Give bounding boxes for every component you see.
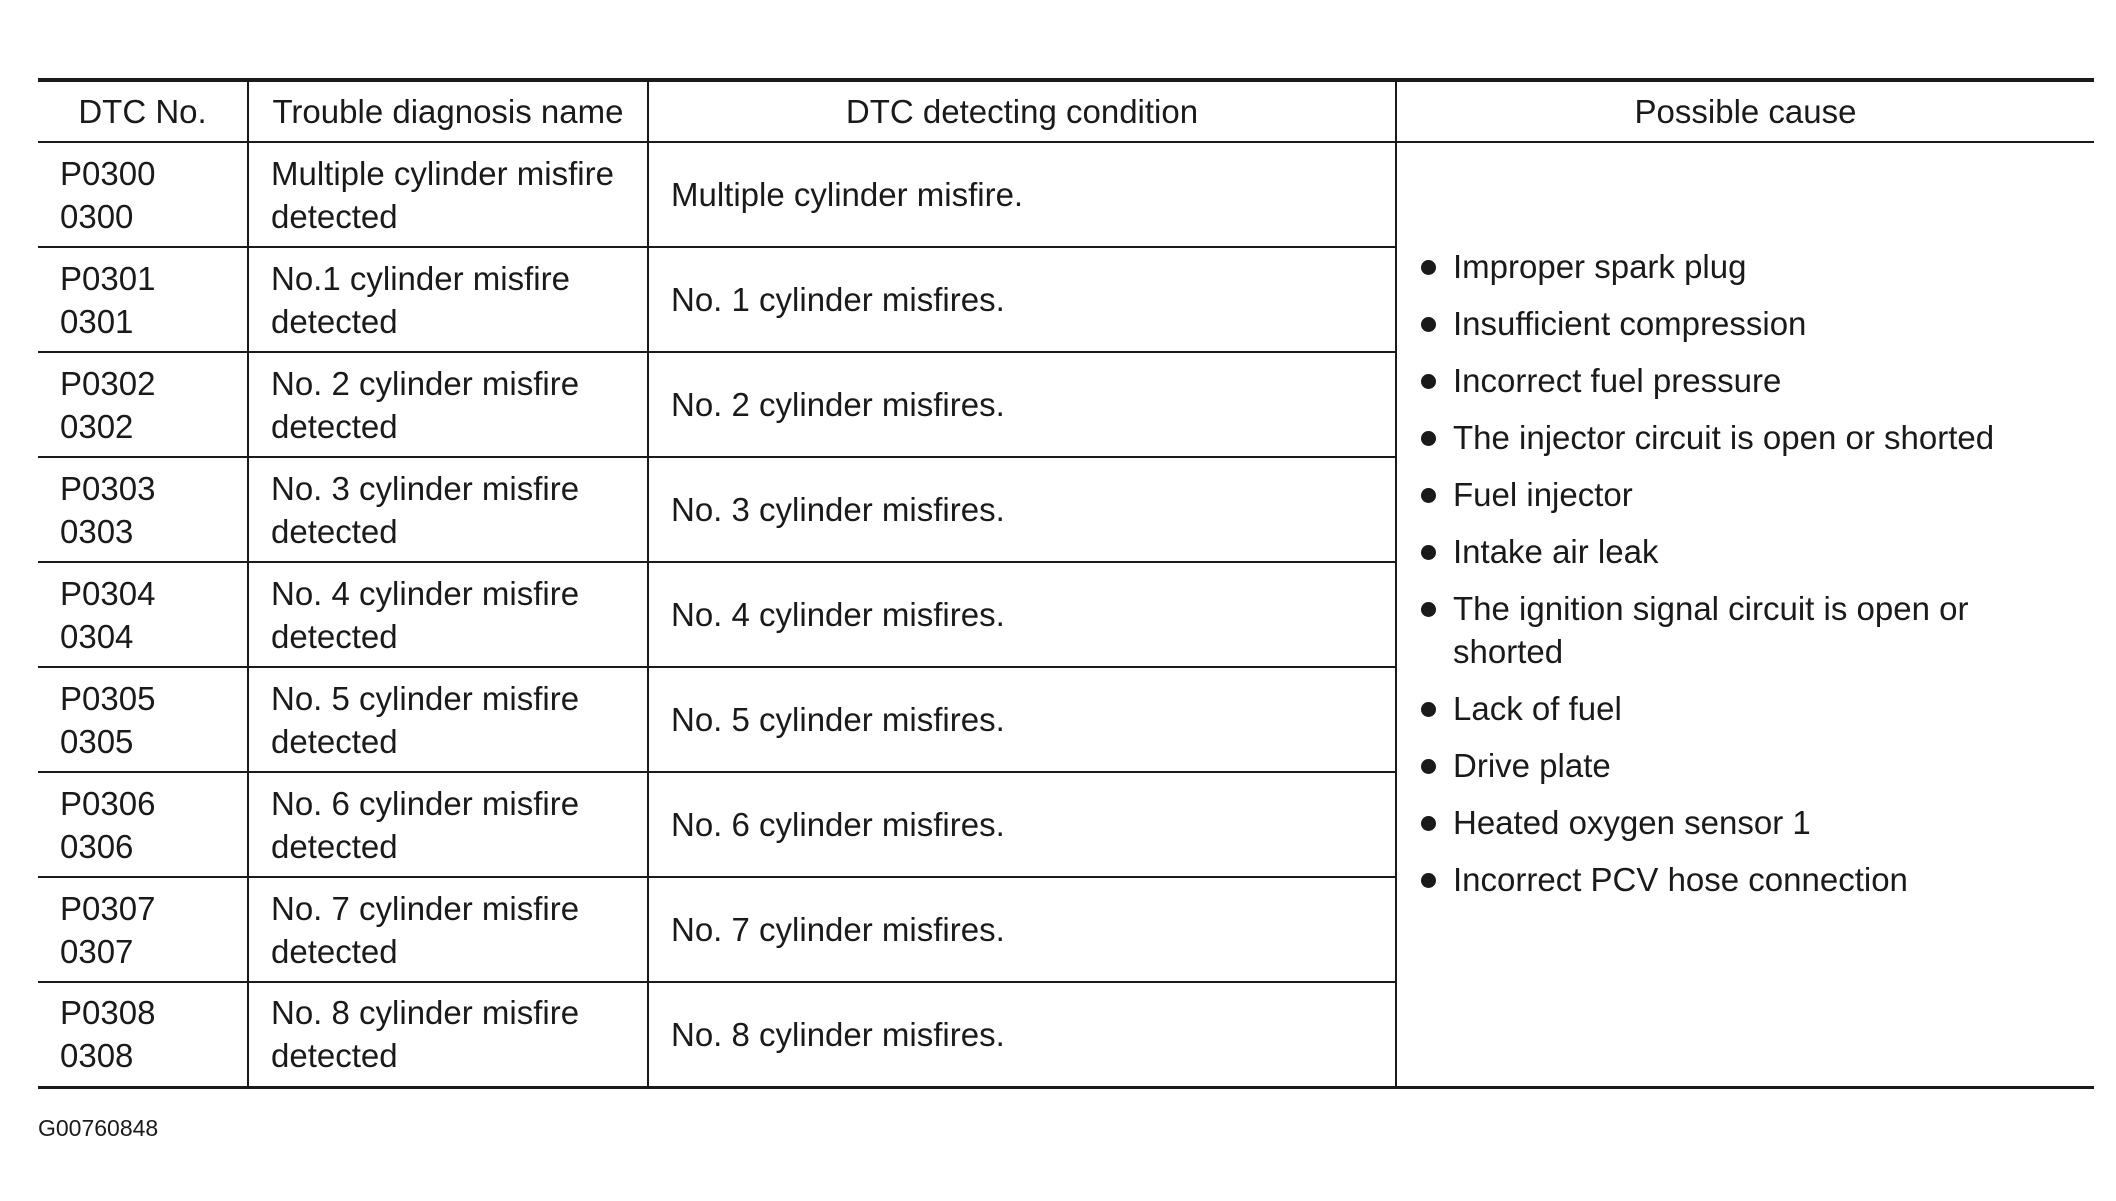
header-dtc-no: DTC No.: [38, 80, 248, 142]
dtc-code-alt: 0307: [60, 932, 134, 970]
possible-cause-item: Improper spark plug: [1419, 245, 2074, 288]
dtc-number-cell: [38, 772, 248, 877]
dtc-code-alt: 0306: [60, 827, 134, 865]
detecting-condition-cell: No. 4 cylinder misfires.: [648, 562, 1396, 667]
detecting-condition-cell: No. 3 cylinder misfires.: [648, 457, 1396, 562]
possible-cause-item: Fuel injector: [1419, 473, 2074, 516]
figure-id: G00760848: [38, 1115, 159, 1141]
dtc-code: P0304: [60, 574, 156, 612]
detecting-condition-cell: Multiple cylinder misfire.: [648, 142, 1396, 247]
possible-cause-item: Drive plate: [1419, 744, 2074, 787]
dtc-code: P0302: [60, 364, 156, 402]
diagnosis-name-line-1: No. 5 cylinder misfire: [271, 679, 580, 717]
dtc-number-cell: [38, 352, 248, 457]
diagnosis-name-line-1: No. 7 cylinder misfire: [271, 889, 580, 927]
dtc-code: P0308: [60, 994, 156, 1032]
diagnosis-name-line-1: No. 6 cylinder misfire: [271, 784, 580, 822]
dtc-number-cell: [38, 877, 248, 982]
detecting-condition-cell: No. 7 cylinder misfires.: [648, 877, 1396, 982]
trouble-diagnosis-name-cell: [248, 877, 648, 982]
dtc-code: P0307: [60, 889, 156, 927]
diagnosis-name-line-1: No.1 cylinder misfire: [271, 259, 570, 297]
header-dtc-detecting-condition: DTC detecting condition: [648, 80, 1396, 142]
detecting-condition-cell: No. 5 cylinder misfires.: [648, 667, 1396, 772]
dtc-number-cell: [38, 457, 248, 562]
detecting-condition-cell: No. 6 cylinder misfires.: [648, 772, 1396, 877]
trouble-diagnosis-name-cell: [248, 982, 648, 1087]
possible-cause-item: Incorrect fuel pressure: [1419, 359, 2074, 402]
dtc-table: [38, 78, 2094, 1089]
possible-cause-item: Heated oxygen sensor 1: [1419, 801, 2074, 844]
dtc-code-alt: 0301: [60, 302, 134, 340]
diagnosis-name-line-2: detected: [271, 617, 398, 655]
detecting-condition-cell: No. 8 cylinder misfires.: [648, 982, 1396, 1087]
diagnosis-name-line-2: detected: [271, 407, 398, 445]
possible-cause-item: Incorrect PCV hose connection: [1419, 858, 2074, 901]
diagnosis-name-line-1: Multiple cylinder misfire: [271, 154, 614, 192]
dtc-code-alt: 0300: [60, 197, 134, 235]
diagnosis-name-line-2: detected: [271, 302, 398, 340]
possible-cause-item: The ignition signal circuit is open or shorted: [1419, 587, 2074, 673]
possible-cause-cell: [1396, 142, 2094, 1087]
dtc-number-cell: [38, 562, 248, 667]
detecting-condition-cell: No. 1 cylinder misfires.: [648, 247, 1396, 352]
trouble-diagnosis-name-cell: [248, 772, 648, 877]
dtc-number-cell: [38, 247, 248, 352]
table-header: [38, 80, 2094, 142]
trouble-diagnosis-name-cell: [248, 667, 648, 772]
trouble-diagnosis-name-cell: [248, 562, 648, 667]
dtc-code-alt: 0303: [60, 512, 134, 550]
diagnosis-name-line-2: detected: [271, 512, 398, 550]
dtc-number-cell: [38, 667, 248, 772]
detecting-condition-cell: No. 2 cylinder misfires.: [648, 352, 1396, 457]
table-body: [38, 142, 2094, 1087]
dtc-number-cell: [38, 982, 248, 1087]
diagnosis-name-line-2: detected: [271, 827, 398, 865]
trouble-diagnosis-name-cell: [248, 142, 648, 247]
trouble-diagnosis-name-cell: [248, 352, 648, 457]
possible-cause-item: Insufficient compression: [1419, 302, 2074, 345]
dtc-code: P0301: [60, 259, 156, 297]
trouble-diagnosis-name-cell: [248, 457, 648, 562]
dtc-code-alt: 0304: [60, 617, 134, 655]
diagnosis-name-line-2: detected: [271, 197, 398, 235]
possible-cause-list: [1419, 245, 2074, 901]
diagnosis-name-line-1: No. 8 cylinder misfire: [271, 994, 580, 1032]
trouble-diagnosis-name-cell: [248, 247, 648, 352]
header-possible-cause: Possible cause: [1396, 80, 2094, 142]
possible-cause-item: Lack of fuel: [1419, 687, 2074, 730]
diagnosis-name-line-1: No. 3 cylinder misfire: [271, 469, 580, 507]
dtc-code: P0300: [60, 154, 156, 192]
header-row: [38, 80, 2094, 142]
possible-cause-item: The injector circuit is open or shorted: [1419, 416, 2074, 459]
dtc-code-alt: 0308: [60, 1037, 134, 1075]
table-row: [38, 142, 2094, 247]
header-trouble-diagnosis-name: Trouble diagnosis name: [248, 80, 648, 142]
diagnosis-name-line-2: detected: [271, 1037, 398, 1075]
dtc-code-alt: 0302: [60, 407, 134, 445]
dtc-code-alt: 0305: [60, 722, 134, 760]
diagnosis-name-line-2: detected: [271, 722, 398, 760]
diagnosis-name-line-2: detected: [271, 932, 398, 970]
diagnosis-name-line-1: No. 2 cylinder misfire: [271, 364, 580, 402]
diagnosis-name-line-1: No. 4 cylinder misfire: [271, 574, 580, 612]
dtc-code: P0303: [60, 469, 156, 507]
dtc-number-cell: [38, 142, 248, 247]
dtc-code: P0305: [60, 679, 156, 717]
possible-cause-item: Intake air leak: [1419, 530, 2074, 573]
dtc-code: P0306: [60, 784, 156, 822]
